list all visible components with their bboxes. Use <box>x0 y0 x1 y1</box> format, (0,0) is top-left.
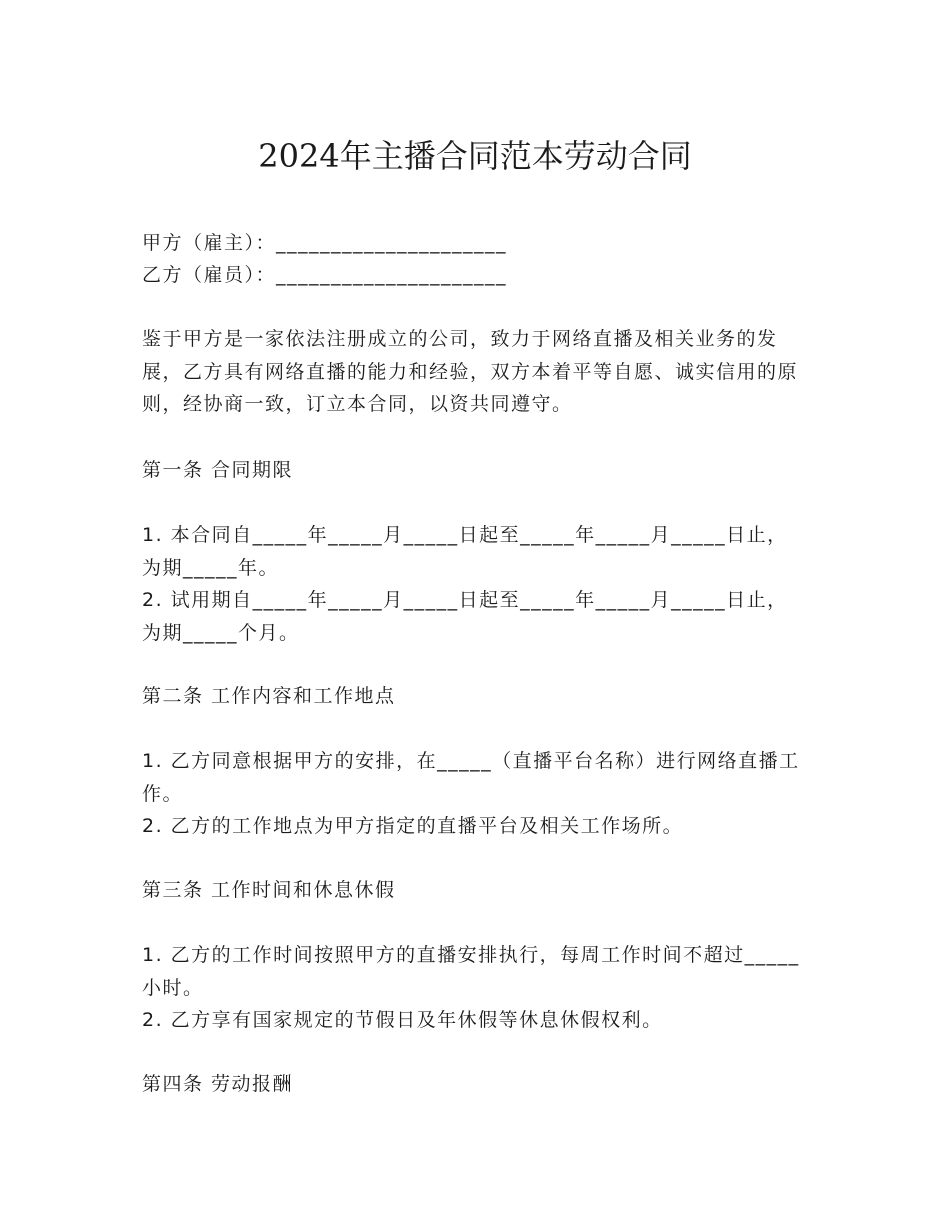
document-title: 2024年主播合同范本劳动合同 <box>258 137 692 175</box>
section-heading-3: 第三条 工作时间和休息休假 <box>142 879 396 901</box>
section-heading-2: 第二条 工作内容和工作地点 <box>142 685 396 707</box>
section-2-item-1: 1. 乙方同意根据甲方的安排，在_____（直播平台名称）进行网络直播工作。 <box>142 750 800 805</box>
party-a-line: 甲方（雇主）：_____________________ <box>142 232 508 254</box>
party-b-line: 乙方（雇员）：_____________________ <box>142 264 508 286</box>
section-3-item-1: 1. 乙方的工作时间按照甲方的直播安排执行，每周工作时间不超过_____小时。 <box>142 944 800 999</box>
section-heading-1: 第一条 合同期限 <box>142 459 294 481</box>
section-1-item-2: 2. 试用期自_____年_____月_____日起至_____年_____月_____日止，为期_____个月。 <box>142 589 788 644</box>
section-2-item-2: 2. 乙方的工作地点为甲方指定的直播平台及相关工作场所。 <box>142 815 684 837</box>
preamble-paragraph: 鉴于甲方是一家依法注册成立的公司，致力于网络直播及相关业务的发展，乙方具有网络直播的能力和经验，双方本着平等自愿、诚实信用的原则，经协商一致，订立本合同，以资共同遵守。 <box>142 328 799 415</box>
section-3-item-2: 2. 乙方享有国家规定的节假日及年休假等休息休假权利。 <box>142 1009 663 1031</box>
section-heading-4: 第四条 劳动报酬 <box>142 1073 294 1095</box>
section-1-item-1: 1. 本合同自_____年_____月_____日起至_____年_____月_____日止，为期_____年。 <box>142 524 788 579</box>
